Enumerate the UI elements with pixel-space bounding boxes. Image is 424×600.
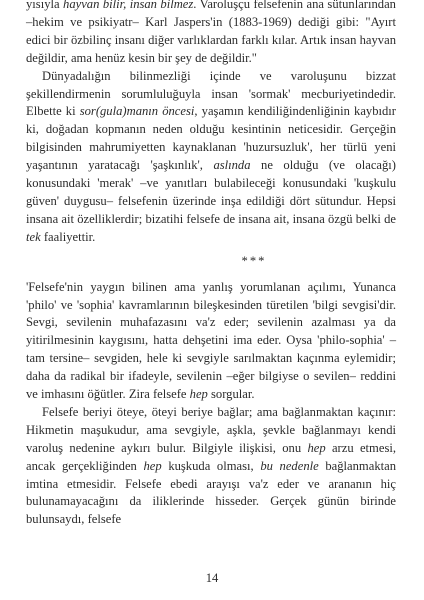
emphasis-text: hep [143, 458, 162, 473]
emphasis-text: bu nedenle [260, 458, 319, 473]
emphasis-text: tek [26, 229, 41, 244]
page-number: 14 [205, 571, 219, 585]
emphasis-text: aslında [213, 158, 251, 173]
paragraph-3: 'Felsefe'nin yaygın bilinen ama yanlış yorumlanan açılımı, Yunanca 'philo' ve 'sophia' kavramlarının bileşkesinden türetilen 'bilgi sevgisi'dir. Sevgi, sevilenin muhafazasını va'z eder; sevilenin azalması ya da yitirilmesinin kaygısını, hatta dehşetini ima eder. Oysa 'philo-sophia' –tam tersine– sevgiden, hele ki sevgiyle sarılmaktan kaçınma eylemidir; daha da radikal bir ifadeyle, sevilenin –eğer bilgiyse o sevilen– reddini ve imhasını öğütler. Zira felsefe hep sorgular. [26, 279, 396, 402]
body-text [26, 0, 396, 529]
emphasis-text: sor(gula)manın öncesi [79, 104, 195, 119]
paragraph-2: Dünyadalığın bilinmezliği içinde ve varoluşunu bizzat şekillendirmenin sorumluluğuyla insan 'sormak' mecburiyetindedir. Elbette ki sor(gula)manın öncesi, yaşamın kendiliğindenliğinin kaybıdır ki, doğadan kopmanın neden olduğu kesintinin neticesidir. Gerçeğin bilgisinden mahrumiyetten kaynaklanan 'huzursuzluk', her türlü yeni yaşantının yaratacağı 'şaşkınlık', aslında ne olduğu (ve olacağı) konusundaki 'merak' –ve yanıtları bulabileceği konusundaki 'kuşkulu güven' duygusu– felsefenin üzerinde inşa edildiği dört sütundur. Hepsi insana ait özelliklerdir; bizatihi felsefe de insana ait, insana özgü belki de tek faaliyettir. [26, 68, 396, 244]
emphasis-text: hep [307, 440, 326, 455]
emphasis-text: hep [189, 387, 208, 402]
paragraph-4: Felsefe beriyi öteye, öteyi beriye bağlar; ama bağlanmaktan kaçınır: Hikmetin maşukudur, ama sevgiyle, aşkla, şevkle bağlanmayı kendi varoluş nedenine aykırı bulur. Bilgiyle ilişkisi, onu hep arzu etmesi, ancak gerçekliğinden hep kuşkuda olması, bu nedenle bağlanmaktan imtina etmesidir. Felsefe ebedi arayışı va'z eder ve arananın hiç bulunamayacağını da iliklerinde hisseder. Gerçek günün birinde bulunsaydı, felsefe [26, 404, 396, 527]
section-separator: *** [241, 253, 267, 268]
emphasis-text: hayvan bilir, insan bilmez [63, 0, 194, 11]
paragraph-1: yısıyla hayvan bilir, insan bilmez. Varoluşçu felsefenin ana sütunlarından –hekim ve psikiyatr– Karl Jaspers'in (1883-1969) dediği gibi: "Ayırt edici bir özbilinç insanı diğer varlıklardan farklı kılar. Artık insan hayvan değildir, ama henüz kesin bir şey de değildir." [26, 0, 396, 68]
